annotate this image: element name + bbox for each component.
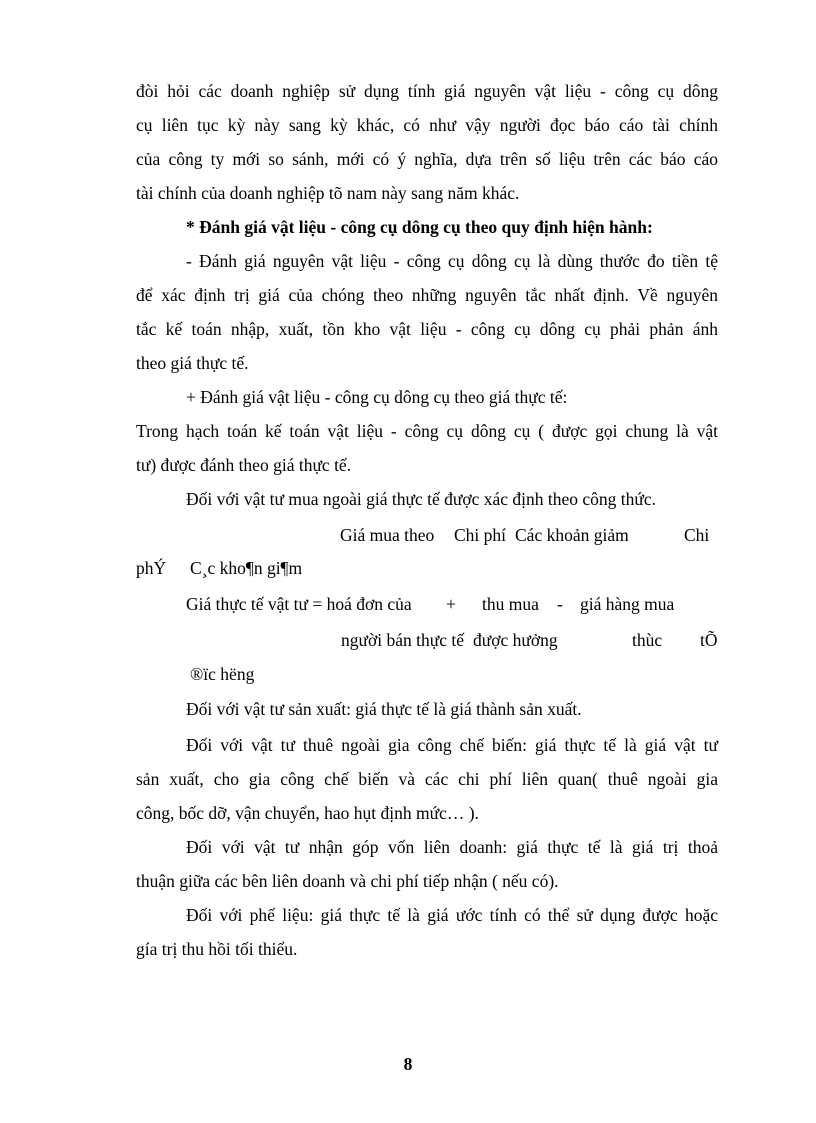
text-line: cụ liên tục kỳ này sang kỳ khác, có như vậy người đọc báo cáo tài chính — [136, 115, 718, 135]
text-line: tài chính của doanh nghiệp tõ nam này sang năm khác. — [136, 183, 520, 203]
formula-term: Chi — [684, 525, 710, 545]
text-line: gía trị thu hồi tối thiểu. — [136, 939, 298, 959]
text-line: để xác định trị giá của chóng theo những nguyên tắc nhất định. Về nguyên — [136, 285, 718, 305]
text-line: thuận giữa các bên liên doanh và chi phí tiếp nhận ( nếu có). — [136, 871, 559, 891]
text-line: - Đánh giá nguyên vật liệu - công cụ dông cụ là dùng thước đo tiền tệ — [186, 251, 718, 271]
formula-operator: + — [446, 594, 456, 614]
text-line: sản xuất, cho gia công chế biến và các chi phí liên quan( thuê ngoài gia — [136, 769, 718, 789]
formula-term: phÝ — [136, 558, 167, 578]
text-line: Đối với phế liệu: giá thực tế là giá ước tính có thể sử dụng được hoặc — [186, 905, 718, 925]
formula-term: C¸c kho¶n gi¶m — [190, 558, 303, 578]
formula-term: Chi phí — [454, 525, 507, 545]
page-number: 8 — [403, 1054, 413, 1074]
text-line: Đối với vật tư nhận góp vốn liên doanh: giá thực tế là giá trị thoả — [186, 837, 718, 857]
text-line: của công ty mới so sánh, mới có ý nghĩa, dựa trên số liệu trên các báo cáo — [136, 149, 718, 169]
text-line: đòi hỏi các doanh nghiệp sử dụng tính giá nguyên vật liệu - công cụ dông — [136, 81, 718, 101]
formula-term: Giá thực tế vật tư = hoá đơn của — [186, 594, 412, 614]
text-line: tắc kế toán nhập, xuất, tồn kho vật liệu - công cụ dông cụ phải phản ánh — [136, 319, 718, 339]
text-line: công, bốc dỡ, vận chuyển, hao hụt định mức… ). — [136, 803, 479, 823]
formula-term: giá hàng mua — [580, 594, 675, 614]
formula-term: thu mua — [482, 594, 539, 614]
formula-term: Các khoản giảm — [515, 525, 629, 545]
formula-term: thùc — [632, 630, 663, 650]
formula-operator: - — [557, 594, 563, 614]
text-line: Đối với vật tư mua ngoài giá thực tế được xác định theo công thức. — [186, 489, 657, 509]
formula-term: được hưởng — [473, 630, 558, 650]
text-line: Đối với vật tư thuê ngoài gia công chế biến: giá thực tế là giá vật tư — [186, 735, 718, 755]
subsection-heading: + Đánh giá vật liệu - công cụ dông cụ theo giá thực tế: — [186, 387, 568, 407]
section-heading: * Đánh giá vật liệu - công cụ dông cụ theo quy định hiện hành: — [186, 217, 653, 237]
text-line: theo giá thực tế. — [136, 353, 249, 373]
formula-term: Giá mua theo — [340, 525, 435, 545]
text-line: tư) được đánh theo giá thực tế. — [136, 455, 352, 475]
text-line: Trong hạch toán kế toán vật liệu - công cụ dông cụ ( được gọi chung là vật — [136, 421, 718, 441]
formula-term: người bán thực tế — [341, 630, 464, 650]
formula-term: tÕ — [700, 630, 718, 650]
text-line: Đối với vật tư sản xuất: giá thực tế là giá thành sản xuất. — [186, 699, 582, 719]
formula-term: ®ïc hëng — [190, 664, 255, 684]
